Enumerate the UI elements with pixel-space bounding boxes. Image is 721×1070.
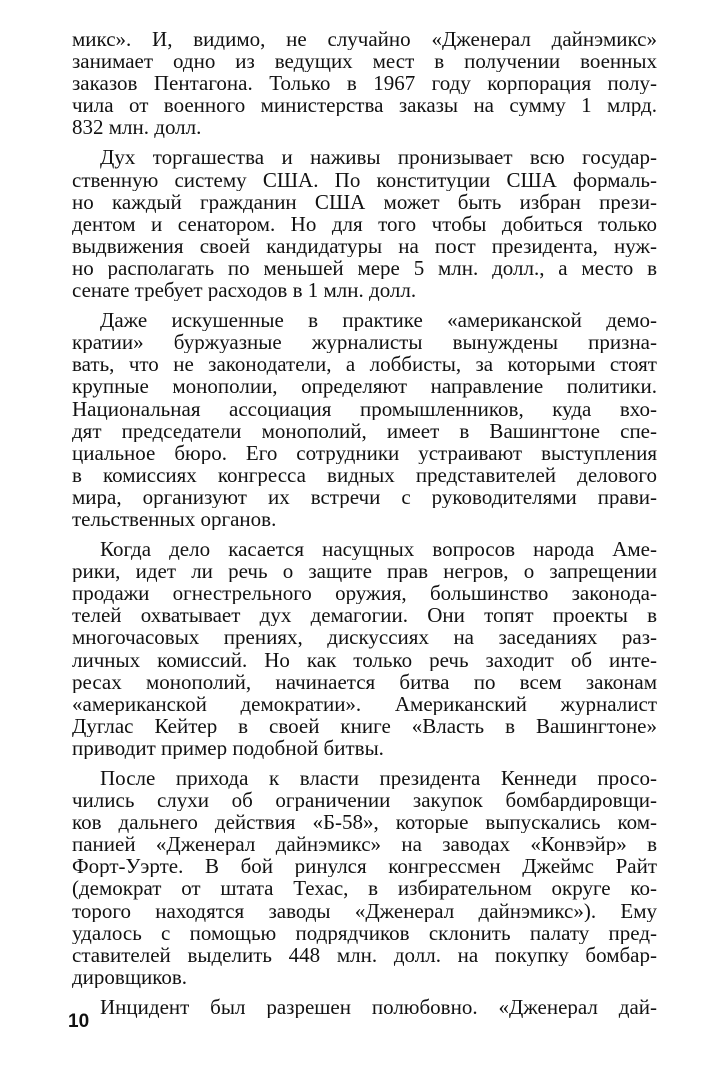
text-line: 832 млн. долл. [72,116,202,139]
text-line: панией «Дженерал дайнэмикс» на заводах «Конвэйр» в [72,833,657,856]
body-paragraph [72,28,657,138]
text-line: Даже искушенные в практике «американской демо- [100,309,657,332]
text-line: продажи огнестрельного оружия, большинство законода- [72,582,657,605]
text-line: ственную систему США. По конституции США формаль- [72,168,657,191]
text-line: После прихода к власти президента Кеннеди просо- [100,767,657,790]
text-line: ставителей выделить 448 млн. долл. на покупку бомбар- [72,943,657,966]
text-line: Форт-Уэрте. В бой ринулся конгрессмен Джеймс Райт [72,855,657,878]
text-line: многочасовых прениях, дискуссиях на заседаниях раз- [72,626,657,649]
text-line: циальное бюро. Его сотрудники устраивают выступления [72,441,657,464]
text-line: дят председатели монополий, имеет в Вашингтоне спе- [72,419,657,442]
text-line: но располагать по меньшей мере 5 млн. долл., а место в [72,256,657,280]
text-line: Дух торгашества и наживы пронизывает всю государ- [100,146,657,169]
text-line: «американской демократии». Американский журналист [72,692,657,715]
text-line: микс». И, видимо, не случайно «Дженерал дайнэмикс» [72,28,657,51]
text-line: заказов Пентагона. Только в 1967 году корпорация полу- [72,72,657,95]
text-line: сенате требует расходов в 1 млн. долл. [72,279,417,302]
page-number: 10 [68,1011,90,1032]
body-paragraph [72,309,657,530]
body-paragraph [72,538,657,759]
text-line: дентом и сенатором. Но для того чтобы добиться только [72,212,657,235]
text-line: телей охватывает дух демагогии. Они топят проекты в [72,604,657,627]
text-line: ков дальнего действия «Б-58», которые выпускались ком- [72,811,657,834]
text-line: кратии» буржуазные журналисты вынуждены призна- [72,331,657,354]
body-paragraph [72,146,657,301]
text-line: чила от военного министерства заказы на сумму 1 млрд. [72,94,657,117]
text-line: ресах монополий, начинается битва по всем законам [72,670,657,693]
text-line: занимает одно из ведущих мест в получении военных [72,50,657,73]
text-line: но каждый гражданин США может быть избран прези- [72,190,657,213]
body-paragraph [72,996,657,1018]
text-line: личных комиссий. Но как только речь заходит об инте- [72,648,657,671]
text-line: Дуглас Кейтер в своей книге «Власть в Вашингтоне» [72,714,657,737]
text-line: выдвижения своей кандидатуры на пост президента, нуж- [72,234,657,257]
body-paragraph [72,767,657,988]
text-line: чились слухи об ограничении закупок бомбардировщи- [72,789,657,812]
text-line: крупные монополии, определяют направление политики. [72,375,657,398]
text-line: вать, что не законодатели, а лоббисты, за которыми стоят [72,353,657,376]
text-line: приводит пример подобной битвы. [72,736,384,759]
text-line: тельственных органов. [72,507,277,531]
text-line: в комиссиях конгресса видных представителей делового [72,463,657,486]
text-line: Когда дело касается насущных вопросов народа Аме- [100,538,657,561]
text-line: удалось с помощью подрядчиков склонить палату пред- [72,921,657,944]
text-line: Инцидент был разрешен полюбовно. «Дженерал дай- [100,995,657,1019]
text-line: торого находятся заводы «Дженерал дайнэмикс»). Ему [72,899,657,922]
text-line: (демократ от штата Техас, в избирательном округе ко- [72,877,657,900]
page-text-block [72,28,657,1026]
text-line: мира, организуют их встречи с руководителями прави- [72,485,657,508]
text-line: дировщиков. [72,965,188,988]
text-line: рики, идет ли речь о защите прав негров, о запрещении [72,560,657,583]
text-line: Национальная ассоциация промышленников, куда вхо- [72,397,657,420]
